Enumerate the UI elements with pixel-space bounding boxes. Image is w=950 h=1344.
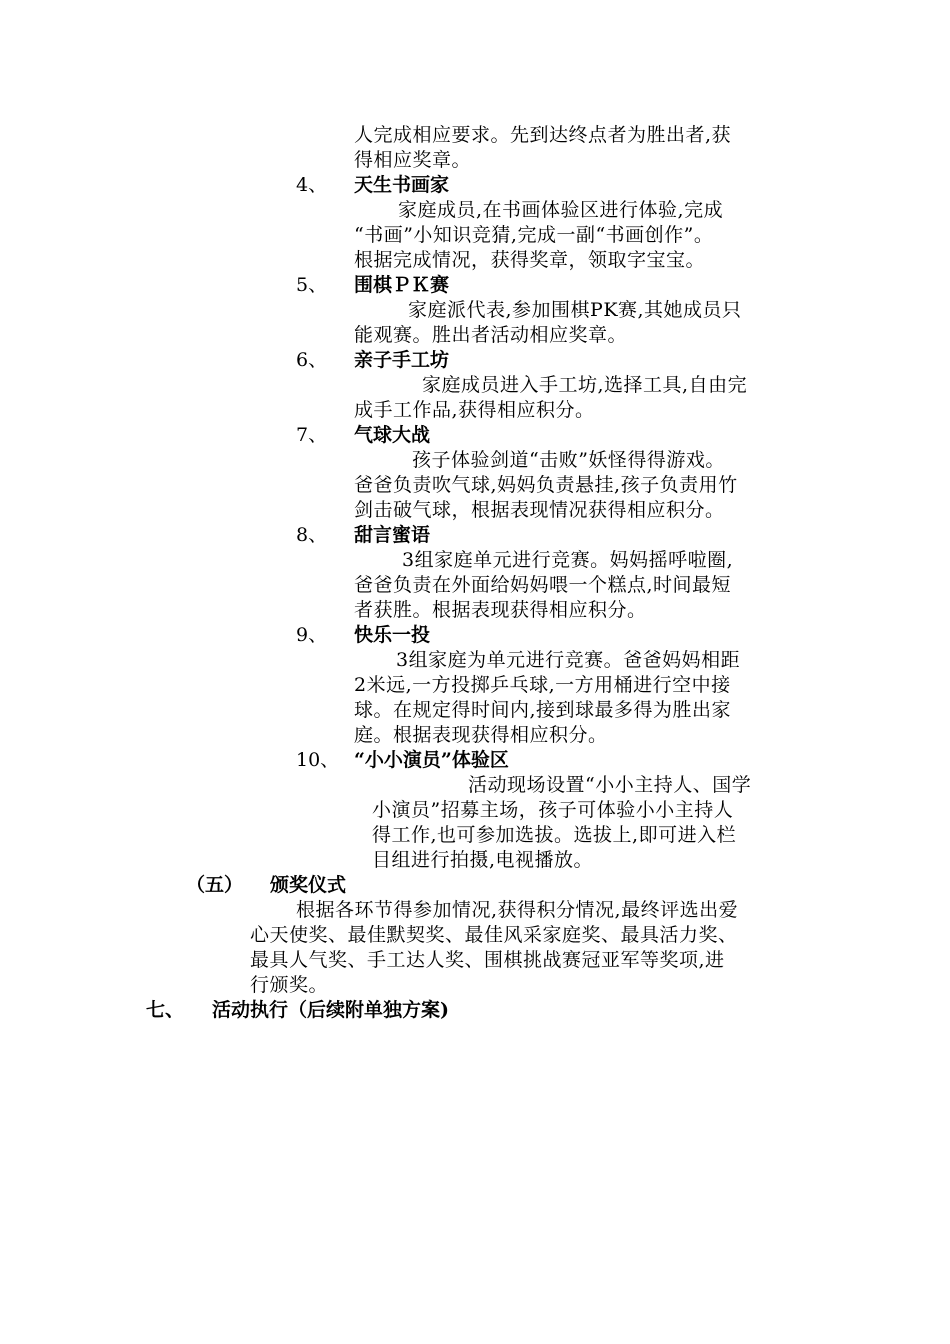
item-7-number: 7、 bbox=[296, 424, 328, 446]
item-7-text-line-1: 孩子体验剑道“击败”妖怪得得游戏。 bbox=[412, 449, 725, 471]
item-4-text-line-3: 根据完成情况，获得奖章，领取字宝宝。 bbox=[354, 249, 706, 271]
item-6-text-line-1: 家庭成员进入手工坊,选择工具,自由完 bbox=[422, 374, 748, 396]
item-9-text-line-3: 球。在规定得时间内,接到球最多得为胜出家 bbox=[354, 699, 732, 721]
item-10-title: “小小演员”体验区 bbox=[354, 749, 509, 771]
item-8-text-line-2: 爸爸负责在外面给妈妈喂一个糕点,时间最短 bbox=[354, 574, 732, 596]
item-7-text-line-3: 剑击破气球，根据表现情况获得相应积分。 bbox=[354, 499, 725, 521]
item-10-text-line-4: 目组进行拍摄,电视播放。 bbox=[372, 849, 594, 871]
item-5-title: 围棋ＰＫ赛 bbox=[354, 274, 450, 296]
item-9-text-line-2: 2米远,一方投掷乒乓球,一方用桶进行空中接 bbox=[354, 674, 731, 696]
item-9-title: 快乐一投 bbox=[354, 624, 431, 646]
section-7-number: 七、 bbox=[146, 999, 185, 1021]
item-9-number: 9、 bbox=[296, 624, 328, 646]
item-10-text-line-2: 小演员”招募主场，孩子可体验小小主持人 bbox=[372, 799, 734, 821]
section-5-title: 颁奖仪式 bbox=[270, 874, 347, 896]
item-8-text-line-3: 者获胜。根据表现获得相应积分。 bbox=[354, 599, 647, 621]
item-10-number: 10、 bbox=[296, 749, 340, 771]
item-3-text-line-2: 得相应奖章。 bbox=[354, 149, 472, 171]
item-5-text-line-2: 能观赛。胜出者活动相应奖章。 bbox=[354, 324, 628, 346]
item-6-number: 6、 bbox=[296, 349, 328, 371]
item-8-title: 甜言蜜语 bbox=[354, 524, 431, 546]
section-5-number: （五） bbox=[186, 874, 244, 896]
item-8-number: 8、 bbox=[296, 524, 328, 546]
item-6-title: 亲子手工坊 bbox=[354, 349, 450, 371]
item-8-text-line-1: 3组家庭单元进行竞赛。妈妈摇呼啦圈, bbox=[402, 549, 734, 571]
item-3-text-line-1: 人完成相应要求。先到达终点者为胜出者,获 bbox=[354, 124, 732, 146]
item-10-text-line-1: 活动现场设置“小小主持人、国学 bbox=[468, 774, 752, 796]
item-4-text-line-2: “书画”小知识竞猜,完成一副“书画创作”。 bbox=[354, 224, 714, 246]
item-5-number: 5、 bbox=[296, 274, 328, 296]
section-5-text-line-2: 心天使奖、最佳默契奖、最佳风采家庭奖、最具活力奖、 bbox=[250, 924, 738, 946]
section-5-text-line-4: 行颁奖。 bbox=[250, 974, 329, 996]
item-9-text-line-1: 3组家庭为单元进行竞赛。爸爸妈妈相距 bbox=[396, 649, 741, 671]
item-7-title: 气球大战 bbox=[354, 424, 431, 446]
item-4-title: 天生书画家 bbox=[354, 174, 450, 196]
section-7-title: 活动执行（后续附单独方案) bbox=[212, 999, 449, 1021]
item-7-text-line-2: 爸爸负责吹气球,妈妈负责悬挂,孩子负责用竹 bbox=[354, 474, 738, 496]
item-10-text-line-3: 得工作,也可参加选拔。选拔上,即可进入栏 bbox=[372, 824, 737, 846]
section-5-text-line-3: 最具人气奖、手工达人奖、围棋挑战赛冠亚军等奖项,进 bbox=[250, 949, 725, 971]
item-6-text-line-2: 成手工作品,获得相应积分。 bbox=[354, 399, 595, 421]
item-4-number: 4、 bbox=[296, 174, 328, 196]
item-9-text-line-4: 庭。根据表现获得相应积分。 bbox=[354, 724, 608, 746]
section-5-text-line-1: 根据各环节得参加情况,获得积分情况,最终评选出爱 bbox=[296, 899, 739, 921]
item-4-text-line-1: 家庭成员,在书画体验区进行体验,完成 bbox=[398, 199, 724, 221]
item-5-text-line-1: 家庭派代表,参加围棋PK赛,其她成员只 bbox=[408, 299, 742, 321]
